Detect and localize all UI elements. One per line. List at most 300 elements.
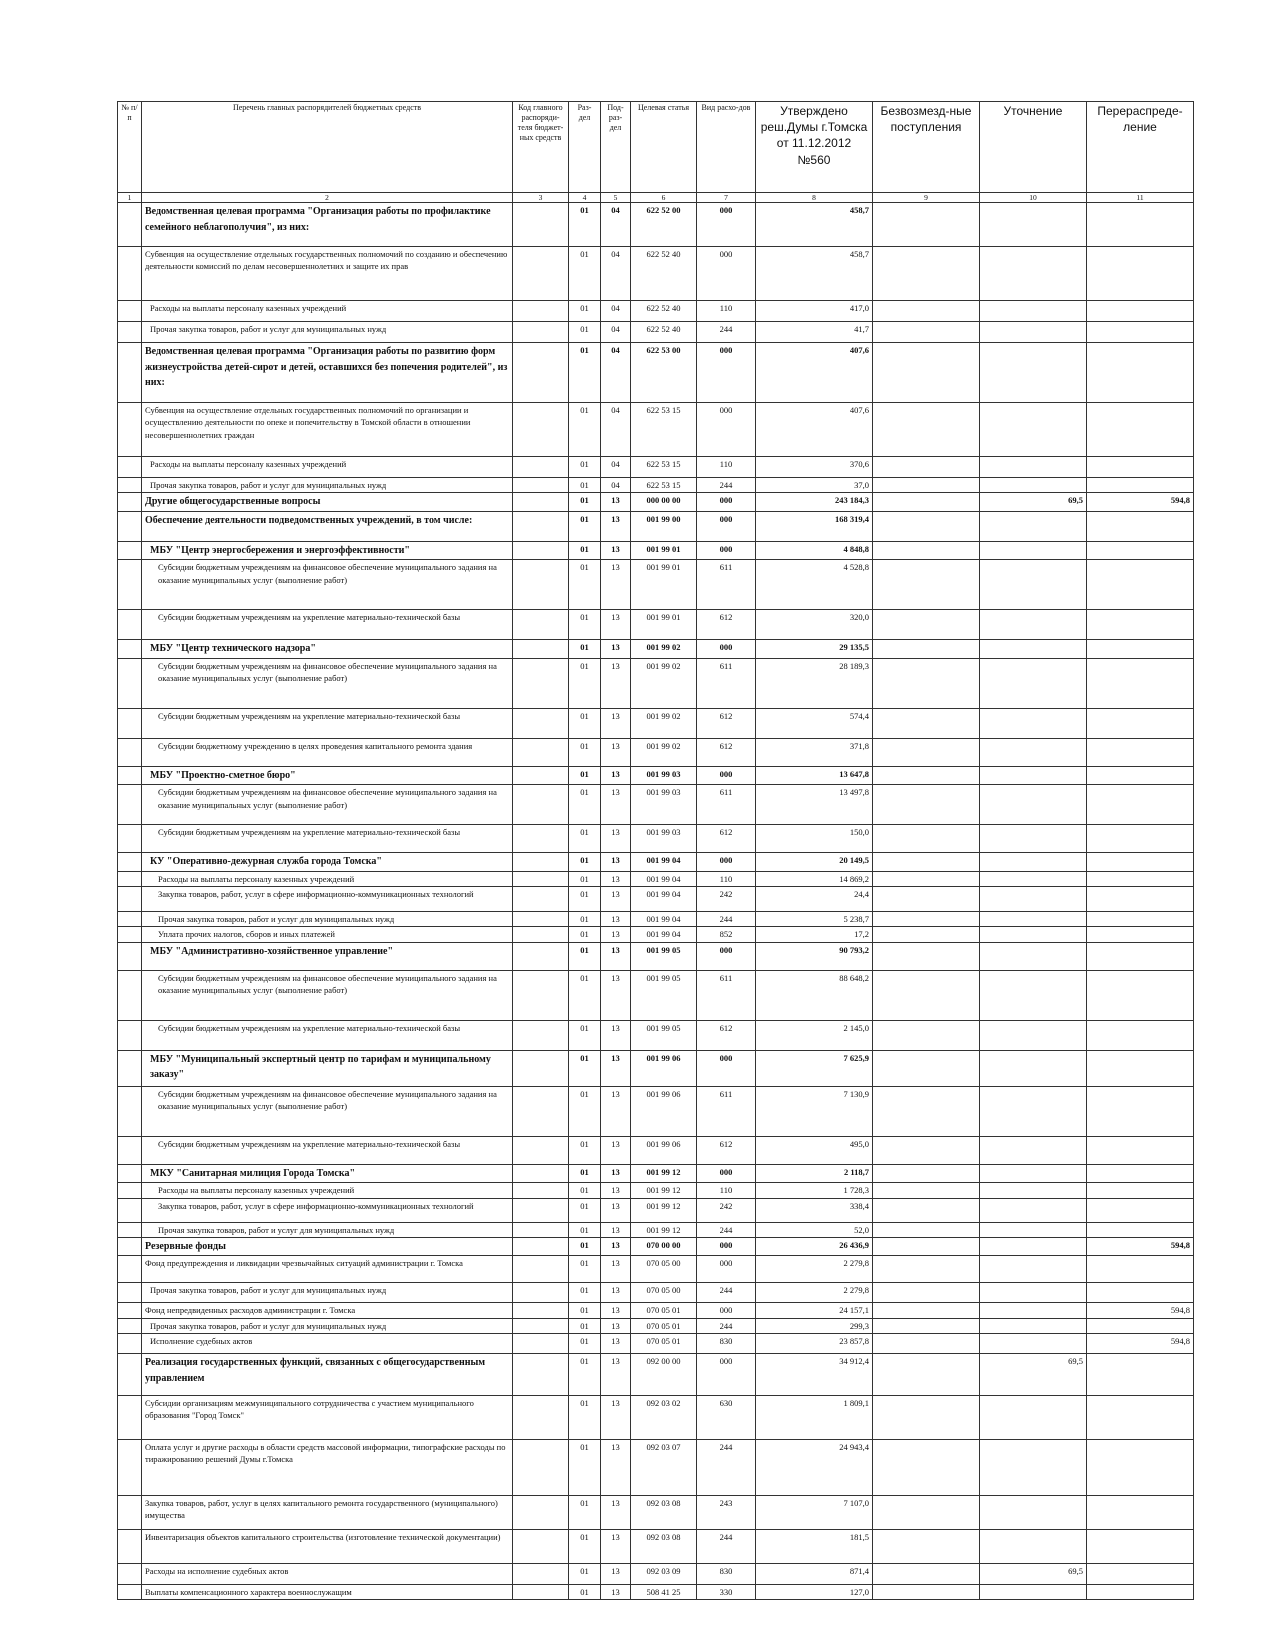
row-podrazdel: 13 — [601, 825, 631, 853]
row-podrazdel: 13 — [601, 1564, 631, 1585]
row-redistribution — [1087, 511, 1194, 541]
column-number: 1 — [118, 193, 142, 203]
table-row — [118, 912, 1194, 927]
row-razdel: 01 — [569, 785, 601, 825]
row-target: 001 99 04 — [631, 871, 697, 886]
header-target: Целевая статья — [631, 102, 697, 193]
header-expense-type: Вид расхо-дов — [697, 102, 756, 193]
row-target: 070 05 00 — [631, 1256, 697, 1283]
row-clarification — [980, 1237, 1087, 1256]
row-name: Субсидии бюджетным учреждениям на финансовое обеспечение муниципального задания на оказание муниципальных услуг (выполнение работ) — [142, 970, 513, 1020]
row-name: Выплаты компенсационного характера военнослужащим — [142, 1585, 513, 1600]
row-podrazdel: 13 — [601, 785, 631, 825]
row-free-receipts — [873, 1564, 980, 1585]
row-redistribution — [1087, 610, 1194, 640]
row-target: 092 03 09 — [631, 1564, 697, 1585]
row-clarification — [980, 1496, 1087, 1530]
row-free-receipts — [873, 1318, 980, 1333]
row-num — [118, 853, 142, 872]
row-approved: 407,6 — [756, 343, 873, 403]
row-free-receipts — [873, 1183, 980, 1198]
row-free-receipts — [873, 403, 980, 457]
row-target: 001 99 01 — [631, 560, 697, 610]
row-free-receipts — [873, 1164, 980, 1183]
row-code — [513, 927, 569, 942]
row-podrazdel: 04 — [601, 457, 631, 478]
row-razdel: 01 — [569, 1086, 601, 1136]
row-free-receipts — [873, 1136, 980, 1164]
row-expense-type: 000 — [697, 1164, 756, 1183]
row-approved: 150,0 — [756, 825, 873, 853]
row-razdel: 01 — [569, 1564, 601, 1585]
row-clarification — [980, 1164, 1087, 1183]
row-podrazdel: 13 — [601, 1237, 631, 1256]
row-code — [513, 708, 569, 738]
row-expense-type: 000 — [697, 640, 756, 659]
row-num — [118, 322, 142, 343]
row-target: 622 52 40 — [631, 301, 697, 322]
column-number: 3 — [513, 193, 569, 203]
row-redistribution — [1087, 1283, 1194, 1303]
row-clarification — [980, 478, 1087, 493]
row-approved: 28 189,3 — [756, 658, 873, 708]
table-row — [118, 493, 1194, 512]
row-redistribution — [1087, 343, 1194, 403]
row-target: 001 99 05 — [631, 970, 697, 1020]
row-name: Закупка товаров, работ, услуг в сфере информационно-коммуникационных технологий — [142, 887, 513, 912]
row-clarification — [980, 871, 1087, 886]
row-redistribution: 594,8 — [1087, 1303, 1194, 1318]
row-free-receipts — [873, 541, 980, 560]
row-approved: 14 869,2 — [756, 871, 873, 886]
row-name: Уплата прочих налогов, сборов и иных платежей — [142, 927, 513, 942]
row-code — [513, 493, 569, 512]
row-target: 070 05 01 — [631, 1303, 697, 1318]
row-num — [118, 1050, 142, 1086]
row-redistribution — [1087, 1020, 1194, 1050]
row-name: Прочая закупка товаров, работ и услуг для муниципальных нужд — [142, 1222, 513, 1237]
row-podrazdel: 13 — [601, 708, 631, 738]
row-expense-type: 000 — [697, 343, 756, 403]
row-podrazdel: 13 — [601, 1136, 631, 1164]
row-redistribution — [1087, 1530, 1194, 1564]
row-target: 622 53 15 — [631, 457, 697, 478]
row-approved: 1 809,1 — [756, 1396, 873, 1440]
row-target: 070 00 00 — [631, 1237, 697, 1256]
row-name: Субсидии бюджетным учреждениям на финансовое обеспечение муниципального задания на оказание муниципальных услуг (выполнение работ) — [142, 658, 513, 708]
row-free-receipts — [873, 825, 980, 853]
table-row — [118, 766, 1194, 785]
row-target: 001 99 02 — [631, 738, 697, 766]
row-code — [513, 457, 569, 478]
row-code — [513, 1283, 569, 1303]
column-number: 5 — [601, 193, 631, 203]
row-name: Расходы на выплаты персоналу казенных учреждений — [142, 457, 513, 478]
row-razdel: 01 — [569, 1318, 601, 1333]
row-expense-type: 000 — [697, 247, 756, 301]
row-podrazdel: 13 — [601, 493, 631, 512]
row-podrazdel: 13 — [601, 1198, 631, 1222]
row-redistribution — [1087, 403, 1194, 457]
row-approved: 407,6 — [756, 403, 873, 457]
row-expense-type: 611 — [697, 970, 756, 1020]
table-row — [118, 785, 1194, 825]
row-num — [118, 541, 142, 560]
column-number: 8 — [756, 193, 873, 203]
row-name: Субсидии организациям межмуниципального сотрудничества с участием муниципального образования "Город Томск" — [142, 1396, 513, 1440]
row-code — [513, 1136, 569, 1164]
row-free-receipts — [873, 942, 980, 970]
row-name: Расходы на выплаты персоналу казенных учреждений — [142, 871, 513, 886]
row-redistribution — [1087, 640, 1194, 659]
row-code — [513, 1318, 569, 1333]
row-name: Закупка товаров, работ, услуг в целях капитального ремонта государственного (муниципального) имущества — [142, 1496, 513, 1530]
row-approved: 7 625,9 — [756, 1050, 873, 1086]
row-approved: 7 107,0 — [756, 1496, 873, 1530]
row-num — [118, 511, 142, 541]
row-free-receipts — [873, 871, 980, 886]
row-approved: 23 857,8 — [756, 1334, 873, 1354]
row-expense-type: 244 — [697, 912, 756, 927]
row-free-receipts — [873, 708, 980, 738]
row-razdel: 01 — [569, 887, 601, 912]
row-expense-type: 000 — [697, 541, 756, 560]
table-row — [118, 511, 1194, 541]
row-name: Фонд непредвиденных расходов администрации г. Томска — [142, 1303, 513, 1318]
row-approved: 20 149,5 — [756, 853, 873, 872]
row-code — [513, 1222, 569, 1237]
row-num — [118, 1020, 142, 1050]
row-razdel: 01 — [569, 1237, 601, 1256]
row-clarification: 69,5 — [980, 493, 1087, 512]
table-row — [118, 853, 1194, 872]
row-target: 001 99 06 — [631, 1050, 697, 1086]
row-expense-type: 000 — [697, 1303, 756, 1318]
table-row — [118, 640, 1194, 659]
table-row — [118, 1318, 1194, 1333]
row-name: МБУ "Центр энергосбережения и энергоэффективности" — [142, 541, 513, 560]
row-free-receipts — [873, 1303, 980, 1318]
row-clarification — [980, 560, 1087, 610]
row-code — [513, 871, 569, 886]
table-row — [118, 1440, 1194, 1496]
row-approved: 13 647,8 — [756, 766, 873, 785]
row-expense-type: 330 — [697, 1585, 756, 1600]
row-podrazdel: 13 — [601, 766, 631, 785]
row-code — [513, 343, 569, 403]
table-row — [118, 970, 1194, 1020]
row-clarification — [980, 927, 1087, 942]
row-target: 092 03 08 — [631, 1530, 697, 1564]
row-num — [118, 927, 142, 942]
row-name: МБУ "Муниципальный экспертный центр по тарифам и муниципальному заказу" — [142, 1050, 513, 1086]
table-row — [118, 658, 1194, 708]
row-clarification — [980, 1183, 1087, 1198]
row-podrazdel: 13 — [601, 658, 631, 708]
table-row — [118, 825, 1194, 853]
row-clarification — [980, 1440, 1087, 1496]
row-target: 001 99 03 — [631, 785, 697, 825]
table-row — [118, 1050, 1194, 1086]
row-clarification — [980, 203, 1087, 247]
row-razdel: 01 — [569, 1183, 601, 1198]
row-name: Другие общегосударственные вопросы — [142, 493, 513, 512]
row-code — [513, 1530, 569, 1564]
row-target: 622 52 40 — [631, 322, 697, 343]
row-razdel: 01 — [569, 1303, 601, 1318]
row-name: Прочая закупка товаров, работ и услуг для муниципальных нужд — [142, 322, 513, 343]
row-razdel: 01 — [569, 942, 601, 970]
row-target: 001 99 01 — [631, 541, 697, 560]
row-name: Субсидии бюджетным учреждениям на укрепление материально-технической базы — [142, 610, 513, 640]
header-free-receipts: Безвозмезд-ные поступления — [873, 102, 980, 193]
row-target: 001 99 04 — [631, 887, 697, 912]
row-podrazdel: 13 — [601, 1318, 631, 1333]
row-name: Прочая закупка товаров, работ и услуг для муниципальных нужд — [142, 478, 513, 493]
row-name: Исполнение судебных актов — [142, 1334, 513, 1354]
row-num — [118, 912, 142, 927]
row-target: 001 99 04 — [631, 853, 697, 872]
row-approved: 320,0 — [756, 610, 873, 640]
row-expense-type: 000 — [697, 1237, 756, 1256]
row-code — [513, 610, 569, 640]
row-clarification — [980, 970, 1087, 1020]
row-free-receipts — [873, 1237, 980, 1256]
header-code: Код главного распоряди-теля бюджет-ных средств — [513, 102, 569, 193]
row-approved: 4 848,8 — [756, 541, 873, 560]
row-razdel: 01 — [569, 301, 601, 322]
row-razdel: 01 — [569, 247, 601, 301]
row-redistribution — [1087, 203, 1194, 247]
row-name: Субсидии бюджетным учреждениям на финансовое обеспечение муниципального задания на оказание муниципальных услуг (выполнение работ) — [142, 1086, 513, 1136]
row-clarification — [980, 403, 1087, 457]
row-code — [513, 912, 569, 927]
row-redistribution — [1087, 322, 1194, 343]
row-clarification — [980, 541, 1087, 560]
row-target: 001 99 00 — [631, 511, 697, 541]
row-free-receipts — [873, 1585, 980, 1600]
row-expense-type: 612 — [697, 825, 756, 853]
row-redistribution — [1087, 766, 1194, 785]
row-num — [118, 1354, 142, 1396]
row-code — [513, 560, 569, 610]
row-redistribution — [1087, 887, 1194, 912]
row-name: Оплата услуг и другие расходы в области средств массовой информации, типографские расходы по тиражированию решений Думы г.Томска — [142, 1440, 513, 1496]
table-row — [118, 1183, 1194, 1198]
row-podrazdel: 13 — [601, 610, 631, 640]
row-razdel: 01 — [569, 541, 601, 560]
row-num — [118, 1136, 142, 1164]
row-podrazdel: 13 — [601, 1164, 631, 1183]
row-free-receipts — [873, 785, 980, 825]
row-target: 092 03 08 — [631, 1496, 697, 1530]
row-free-receipts — [873, 766, 980, 785]
row-name: Расходы на выплаты персоналу казенных учреждений — [142, 1183, 513, 1198]
row-expense-type: 852 — [697, 927, 756, 942]
row-code — [513, 785, 569, 825]
table-row — [118, 1396, 1194, 1440]
row-code — [513, 1585, 569, 1600]
row-num — [118, 403, 142, 457]
row-free-receipts — [873, 478, 980, 493]
row-redistribution — [1087, 912, 1194, 927]
row-target: 070 05 00 — [631, 1283, 697, 1303]
row-name: Реализация государственных функций, связанных с общегосударственным управлением — [142, 1354, 513, 1396]
header-clarification: Уточнение — [980, 102, 1087, 193]
table-row — [118, 708, 1194, 738]
row-redistribution — [1087, 1496, 1194, 1530]
row-code — [513, 1496, 569, 1530]
row-redistribution — [1087, 708, 1194, 738]
row-razdel: 01 — [569, 1283, 601, 1303]
row-razdel: 01 — [569, 511, 601, 541]
row-approved: 24,4 — [756, 887, 873, 912]
row-code — [513, 1050, 569, 1086]
row-code — [513, 247, 569, 301]
table-row — [118, 1237, 1194, 1256]
row-podrazdel: 13 — [601, 1020, 631, 1050]
row-target: 001 99 04 — [631, 927, 697, 942]
row-free-receipts — [873, 1334, 980, 1354]
row-redistribution — [1087, 1136, 1194, 1164]
row-clarification — [980, 1318, 1087, 1333]
row-expense-type: 244 — [697, 1440, 756, 1496]
table-row — [118, 1585, 1194, 1600]
row-redistribution — [1087, 970, 1194, 1020]
row-name: Субсидии бюджетным учреждениям на финансовое обеспечение муниципального задания на оказание муниципальных услуг (выполнение работ) — [142, 560, 513, 610]
row-name: Субсидии бюджетному учреждению в целях проведения капитального ремонта здания — [142, 738, 513, 766]
row-num — [118, 738, 142, 766]
row-code — [513, 887, 569, 912]
row-razdel: 01 — [569, 1136, 601, 1164]
row-razdel: 01 — [569, 1198, 601, 1222]
row-expense-type: 000 — [697, 403, 756, 457]
row-num — [118, 301, 142, 322]
row-razdel: 01 — [569, 610, 601, 640]
row-expense-type: 110 — [697, 457, 756, 478]
row-target: 092 00 00 — [631, 1354, 697, 1396]
header-approved: Утверждено реш.Думы г.Томска от 11.12.2012 №560 — [756, 102, 873, 193]
row-razdel: 01 — [569, 871, 601, 886]
row-razdel: 01 — [569, 1496, 601, 1530]
row-podrazdel: 04 — [601, 203, 631, 247]
row-expense-type: 611 — [697, 560, 756, 610]
budget-table — [117, 101, 1194, 1600]
row-razdel: 01 — [569, 1396, 601, 1440]
row-name: Прочая закупка товаров, работ и услуг для муниципальных нужд — [142, 1283, 513, 1303]
row-podrazdel: 13 — [601, 1530, 631, 1564]
row-redistribution — [1087, 1050, 1194, 1086]
row-free-receipts — [873, 1440, 980, 1496]
row-razdel: 01 — [569, 403, 601, 457]
row-clarification — [980, 1530, 1087, 1564]
row-clarification — [980, 1303, 1087, 1318]
row-code — [513, 766, 569, 785]
table-row — [118, 1164, 1194, 1183]
row-redistribution — [1087, 247, 1194, 301]
row-expense-type: 243 — [697, 1496, 756, 1530]
row-approved: 1 728,3 — [756, 1183, 873, 1198]
row-num — [118, 708, 142, 738]
row-num — [118, 1222, 142, 1237]
table-row — [118, 457, 1194, 478]
row-name: Субсидии бюджетным учреждениям на укрепление материально-технической базы — [142, 1136, 513, 1164]
row-expense-type: 244 — [697, 1318, 756, 1333]
row-redistribution — [1087, 478, 1194, 493]
table-row — [118, 1283, 1194, 1303]
row-razdel: 01 — [569, 927, 601, 942]
row-code — [513, 1334, 569, 1354]
row-num — [118, 887, 142, 912]
row-podrazdel: 04 — [601, 322, 631, 343]
row-name: КУ "Оперативно-дежурная служба города Томска" — [142, 853, 513, 872]
row-approved: 17,2 — [756, 927, 873, 942]
row-clarification — [980, 912, 1087, 927]
table-row — [118, 203, 1194, 247]
row-name: Прочая закупка товаров, работ и услуг для муниципальных нужд — [142, 1318, 513, 1333]
row-redistribution — [1087, 1198, 1194, 1222]
row-expense-type: 244 — [697, 1222, 756, 1237]
row-approved: 41,7 — [756, 322, 873, 343]
row-expense-type: 110 — [697, 1183, 756, 1198]
row-free-receipts — [873, 738, 980, 766]
row-target: 001 99 12 — [631, 1183, 697, 1198]
row-num — [118, 478, 142, 493]
row-clarification — [980, 1198, 1087, 1222]
row-num — [118, 1334, 142, 1354]
row-clarification — [980, 1222, 1087, 1237]
row-razdel: 01 — [569, 1256, 601, 1283]
row-free-receipts — [873, 203, 980, 247]
row-free-receipts — [873, 457, 980, 478]
row-code — [513, 478, 569, 493]
row-redistribution — [1087, 301, 1194, 322]
table-row — [118, 403, 1194, 457]
row-expense-type: 612 — [697, 610, 756, 640]
row-free-receipts — [873, 1020, 980, 1050]
row-name: Субсидии бюджетным учреждениям на укрепление материально-технической базы — [142, 708, 513, 738]
row-target: 092 03 02 — [631, 1396, 697, 1440]
row-free-receipts — [873, 927, 980, 942]
table-row — [118, 322, 1194, 343]
row-razdel: 01 — [569, 343, 601, 403]
row-redistribution — [1087, 825, 1194, 853]
row-expense-type: 244 — [697, 1283, 756, 1303]
row-razdel: 01 — [569, 825, 601, 853]
row-redistribution — [1087, 1318, 1194, 1333]
row-podrazdel: 13 — [601, 853, 631, 872]
row-redistribution — [1087, 1585, 1194, 1600]
row-name: МБУ "Центр технического надзора" — [142, 640, 513, 659]
row-redistribution — [1087, 871, 1194, 886]
row-podrazdel: 13 — [601, 871, 631, 886]
row-num — [118, 1396, 142, 1440]
row-num — [118, 610, 142, 640]
row-redistribution — [1087, 1256, 1194, 1283]
row-free-receipts — [873, 343, 980, 403]
row-target: 001 99 02 — [631, 658, 697, 708]
row-num — [118, 1164, 142, 1183]
row-code — [513, 1354, 569, 1396]
table-row — [118, 887, 1194, 912]
row-name: Закупка товаров, работ, услуг в сфере информационно-коммуникационных технологий — [142, 1198, 513, 1222]
row-code — [513, 738, 569, 766]
row-podrazdel: 13 — [601, 1440, 631, 1496]
row-razdel: 01 — [569, 203, 601, 247]
row-podrazdel: 13 — [601, 1050, 631, 1086]
row-code — [513, 203, 569, 247]
row-num — [118, 1496, 142, 1530]
